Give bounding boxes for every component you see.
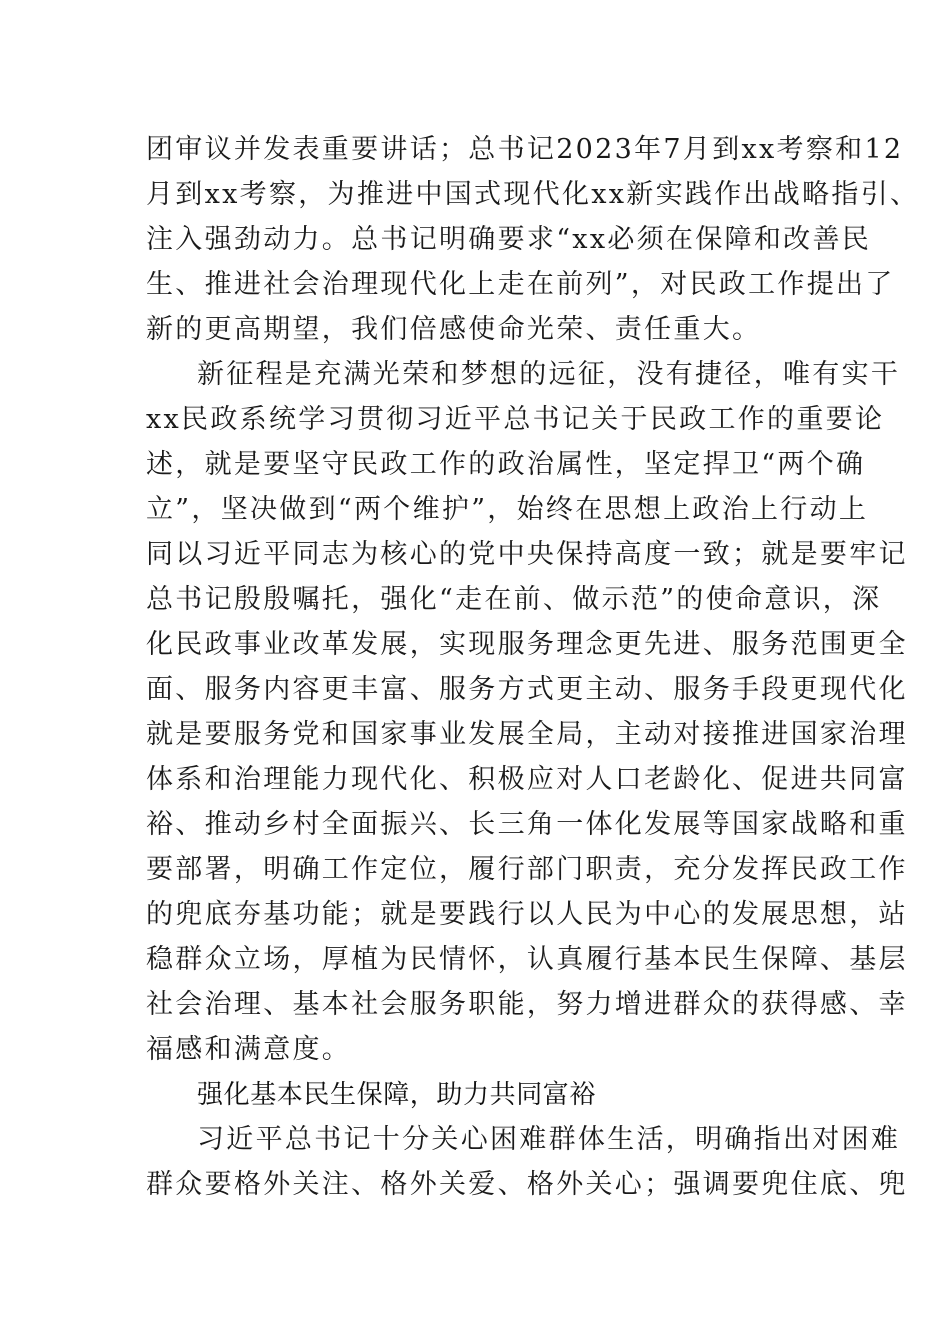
paragraph-1-line-1: 团审议并发表重要讲话；总书记2023年7月到xx考察和12 (146, 134, 904, 165)
paragraph-2-line-9: 就是要服务党和国家事业发展全局，主动对接推进国家治理 (146, 719, 908, 750)
paragraph-2-line-3: 述，就是要坚守民政工作的政治属性，坚定捍卫“两个确 (146, 449, 866, 480)
paragraph-2-line-15: 社会治理、基本社会服务职能，努力增进群众的获得感、幸 (146, 989, 908, 1020)
paragraph-2-line-13: 的兜底夯基功能；就是要践行以人民为中心的发展思想，站 (146, 899, 908, 930)
paragraph-1-line-3: 注入强劲动力。总书记明确要求“xx必须在保障和改善民 (146, 224, 872, 255)
paragraph-1-line-2: 月到xx考察，为推进中国式现代化xx新实践作出战略指引、 (146, 179, 920, 210)
paragraph-2-line-8: 面、服务内容更丰富、服务方式更主动、服务手段更现代化 (146, 674, 908, 705)
paragraph-3-line-2: 群众要格外关注、格外关爱、格外关心；强调要兜住底、兜 (146, 1169, 908, 1200)
paragraph-2-line-16: 福感和满意度。 (146, 1034, 352, 1065)
paragraph-2-line-5: 同以习近平同志为核心的党中央保持高度一致；就是要牢记 (146, 539, 908, 570)
paragraph-2-line-10: 体系和治理能力现代化、积极应对人口老龄化、促进共同富 (146, 764, 908, 795)
paragraph-2-line-4: 立”，坚决做到“两个维护”，始终在思想上政治上行动上 (146, 494, 869, 525)
paragraph-1-line-5: 新的更高期望，我们倍感使命光荣、责任重大。 (146, 314, 762, 345)
paragraph-2-line-11: 裕、推动乡村全面振兴、长三角一体化发展等国家战略和重 (146, 809, 908, 840)
paragraph-1-line-4: 生、推进社会治理现代化上走在前列”，对民政工作提出了 (146, 269, 895, 300)
paragraph-3-line-1: 习近平总书记十分关心困难群体生活，明确指出对困难 (197, 1124, 901, 1155)
paragraph-2-line-12: 要部署，明确工作定位，履行部门职责，充分发挥民政工作 (146, 854, 908, 885)
paragraph-2-line-6: 总书记殷殷嘱托，强化“走在前、做示范”的使命意识，深 (146, 584, 882, 615)
paragraph-2-line-14: 稳群众立场，厚植为民情怀，认真履行基本民生保障、基层 (146, 944, 908, 975)
paragraph-2-line-2: xx民政系统学习贯彻习近平总书记关于民政工作的重要论 (146, 404, 885, 435)
section-heading: 强化基本民生保障，助力共同富裕 (197, 1080, 597, 1110)
paragraph-2-line-1: 新征程是充满光荣和梦想的远征，没有捷径，唯有实干 (197, 359, 901, 390)
paragraph-2-line-7: 化民政事业改革发展，实现服务理念更先进、服务范围更全 (146, 629, 908, 660)
